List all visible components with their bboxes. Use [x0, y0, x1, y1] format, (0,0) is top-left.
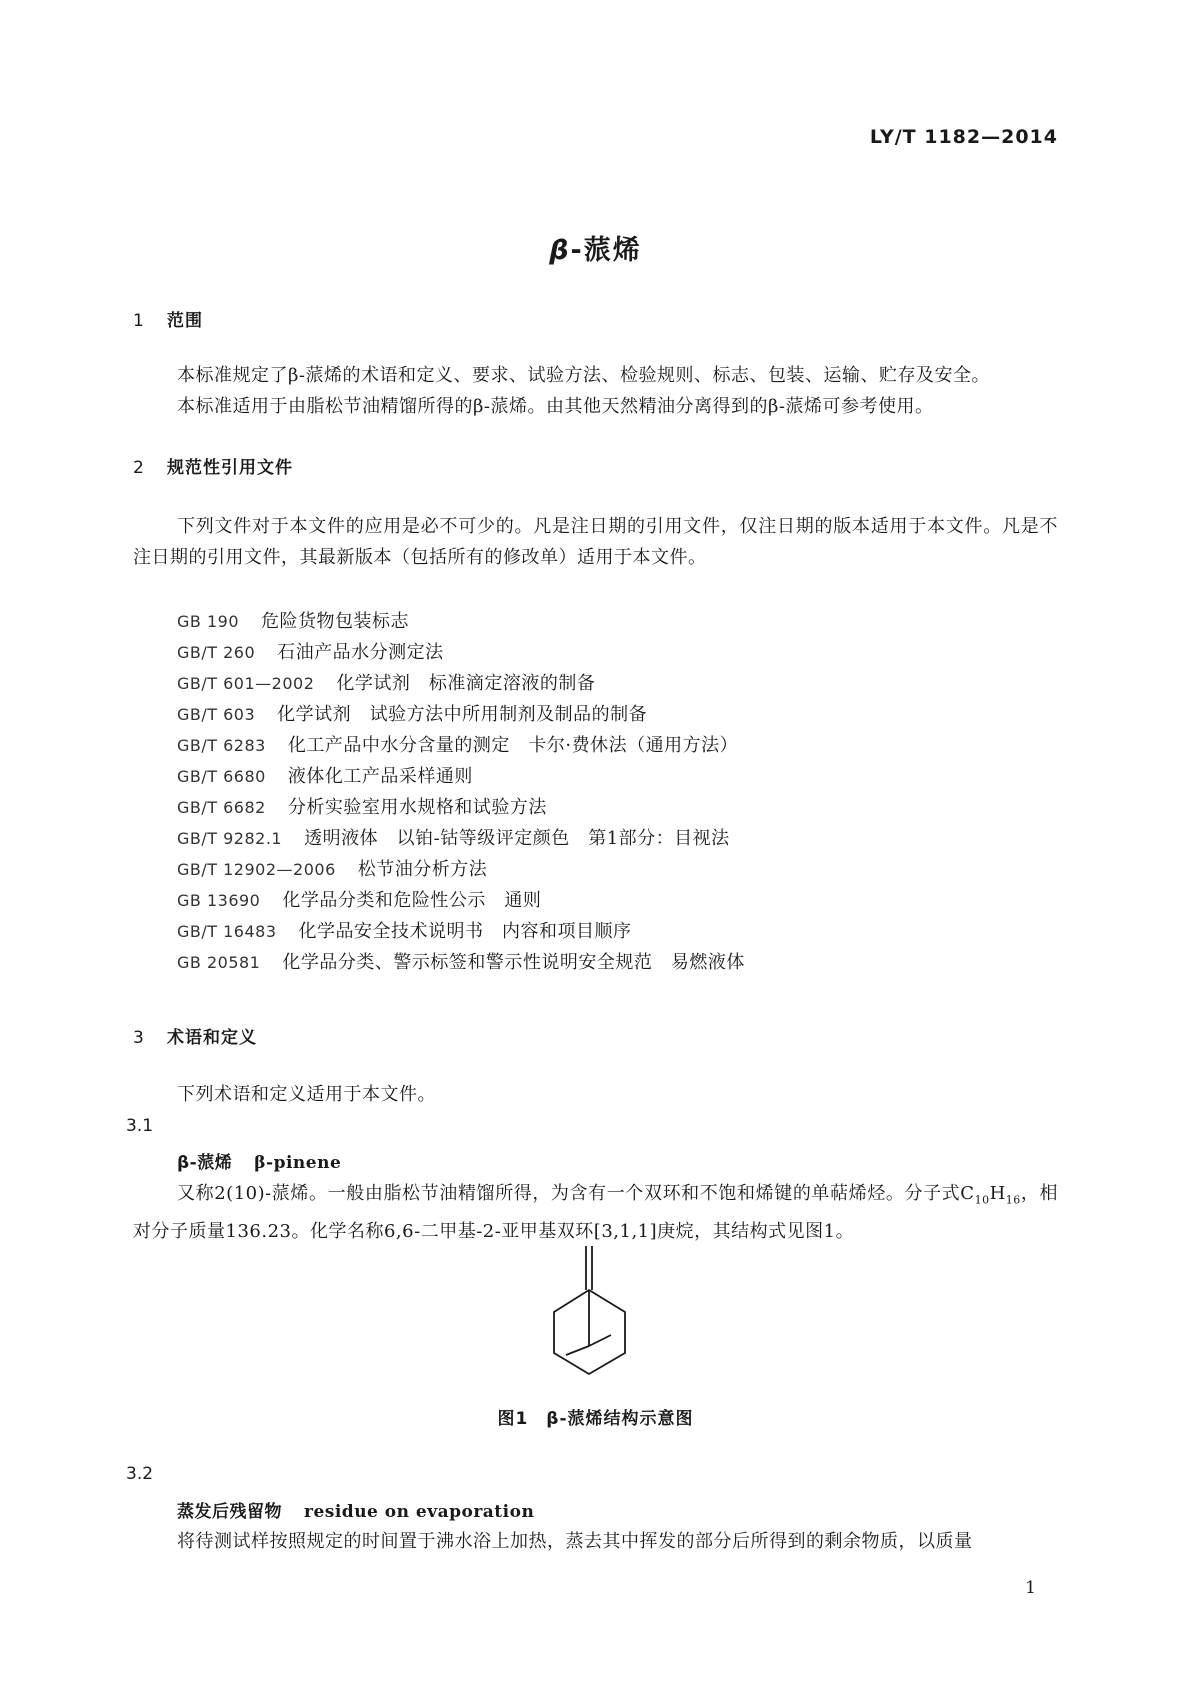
reference-item	[177, 730, 745, 761]
reference-item	[177, 606, 745, 637]
figure-1-caption: 图1 β-蒎烯结构示意图	[497, 1409, 694, 1429]
section-title: 范围	[167, 311, 203, 331]
reference-item	[177, 823, 745, 854]
reference-code: GB/T 6283	[177, 736, 266, 755]
reference-code: GB/T 16483	[177, 922, 277, 941]
section-number: 2	[133, 458, 145, 478]
reference-code: GB/T 6682	[177, 798, 266, 817]
reference-title: 化学品安全技术说明书 内容和项目顺序	[298, 921, 632, 942]
section-2-intro: 下列文件对于本文件的应用是必不可少的。凡是注日期的引用文件，仅注日期的版本适用于本文件。凡是不注日期的引用文件，其最新版本（包括所有的修改单）适用于本文件。	[133, 516, 1058, 568]
reference-title: 液体化工产品采样通则	[287, 766, 473, 787]
clause-3-2-definition: 将待测试样按照规定的时间置于沸水浴上加热，蒸去其中挥发的部分后所得到的剩余物质，以质量	[177, 1531, 973, 1552]
reference-code: GB/T 12902—2006	[177, 860, 336, 879]
formula-carbon-subscript: 10	[974, 1193, 990, 1207]
reference-title: 松节油分析方法	[357, 859, 488, 880]
methyl-bond-1	[566, 1346, 589, 1355]
formula-hydrogen-subscript: 16	[1005, 1193, 1021, 1207]
section-3-heading	[133, 1023, 257, 1048]
section-1-paragraph-2: 本标准适用于由脂松节油精馏所得的β-蒎烯。由其他天然精油分离得到的β-蒎烯可参考使用。	[177, 396, 934, 417]
reference-item	[177, 699, 745, 730]
section-number: 3	[133, 1028, 145, 1048]
definition-part-a: 又称2(10)-蒎烯。一般由脂松节油精馏所得，为含有一个双环和不饱和烯键的单萜烯烃。分子式	[177, 1183, 961, 1204]
reference-code: GB/T 601—2002	[177, 674, 315, 693]
clause-3-1-number: 3.1	[126, 1116, 154, 1136]
formula-hydrogen: H	[989, 1183, 1006, 1204]
page-number: 1	[1025, 1578, 1036, 1598]
section-1-paragraph-1: 本标准规定了β-蒎烯的术语和定义、要求、试验方法、检验规则、标志、包装、运输、贮存及安全。	[177, 365, 990, 386]
reference-code: GB/T 9282.1	[177, 829, 283, 848]
term-chinese: β-蒎烯	[177, 1153, 233, 1173]
reference-item	[177, 668, 745, 699]
reference-item	[177, 761, 745, 792]
section-title: 规范性引用文件	[167, 458, 293, 478]
term-chinese: 蒸发后残留物	[177, 1502, 282, 1522]
section-title: 术语和定义	[167, 1028, 257, 1048]
reference-title: 化学品分类和危险性公示 通则	[282, 890, 542, 911]
section-2-heading	[133, 453, 293, 478]
formula-carbon: C	[960, 1183, 975, 1204]
normative-reference-list	[177, 606, 745, 978]
reference-title: 化学试剂 标准滴定溶液的制备	[336, 673, 596, 694]
document-title	[0, 228, 1191, 267]
reference-item	[177, 637, 745, 668]
reference-code: GB/T 260	[177, 643, 256, 662]
reference-title: 石油产品水分测定法	[277, 642, 444, 663]
section-1-heading	[133, 306, 203, 331]
term-english: β-pinene	[254, 1153, 342, 1173]
clause-3-2-term	[177, 1497, 534, 1522]
reference-code: GB/T 6680	[177, 767, 266, 786]
title-text: -蒎烯	[570, 235, 642, 266]
reference-item	[177, 792, 745, 823]
reference-title: 危险货物包装标志	[261, 611, 409, 632]
reference-item	[177, 854, 745, 885]
section-number: 1	[133, 311, 145, 331]
reference-code: GB 20581	[177, 953, 261, 972]
reference-item	[177, 916, 745, 947]
definition-part-b: ，相对分子质量136.23。化学名称6,6-二甲基-2-亚甲基双环[3,1,1]庚烷，其结构式见图1。	[133, 1183, 1058, 1242]
section-3-intro: 下列术语和定义适用于本文件。	[177, 1084, 436, 1105]
reference-code: GB 190	[177, 612, 239, 631]
reference-item	[177, 885, 745, 916]
reference-title: 化工产品中水分含量的测定 卡尔·费休法（通用方法）	[287, 735, 739, 756]
reference-item	[177, 947, 745, 978]
clause-3-2-number: 3.2	[126, 1464, 154, 1484]
reference-title: 化学品分类、警示标签和警示性说明安全规范 易燃液体	[282, 952, 745, 973]
methyl-bond-2	[589, 1335, 611, 1346]
clause-3-1-term	[177, 1148, 341, 1173]
term-english: residue on evaporation	[304, 1502, 535, 1522]
reference-code: GB 13690	[177, 891, 261, 910]
clause-3-1-definition	[133, 1178, 1058, 1247]
reference-title: 分析实验室用水规格和试验方法	[287, 797, 547, 818]
reference-code: GB/T 603	[177, 705, 256, 724]
standard-code: LY/T 1182—2014	[869, 126, 1058, 148]
title-beta-symbol: β	[549, 235, 571, 266]
reference-title: 透明液体 以铂-钴等级评定颜色 第1部分：目视法	[304, 828, 730, 849]
reference-title: 化学试剂 试验方法中所用制剂及制品的制备	[277, 704, 648, 725]
beta-pinene-structure-diagram	[553, 1242, 643, 1392]
